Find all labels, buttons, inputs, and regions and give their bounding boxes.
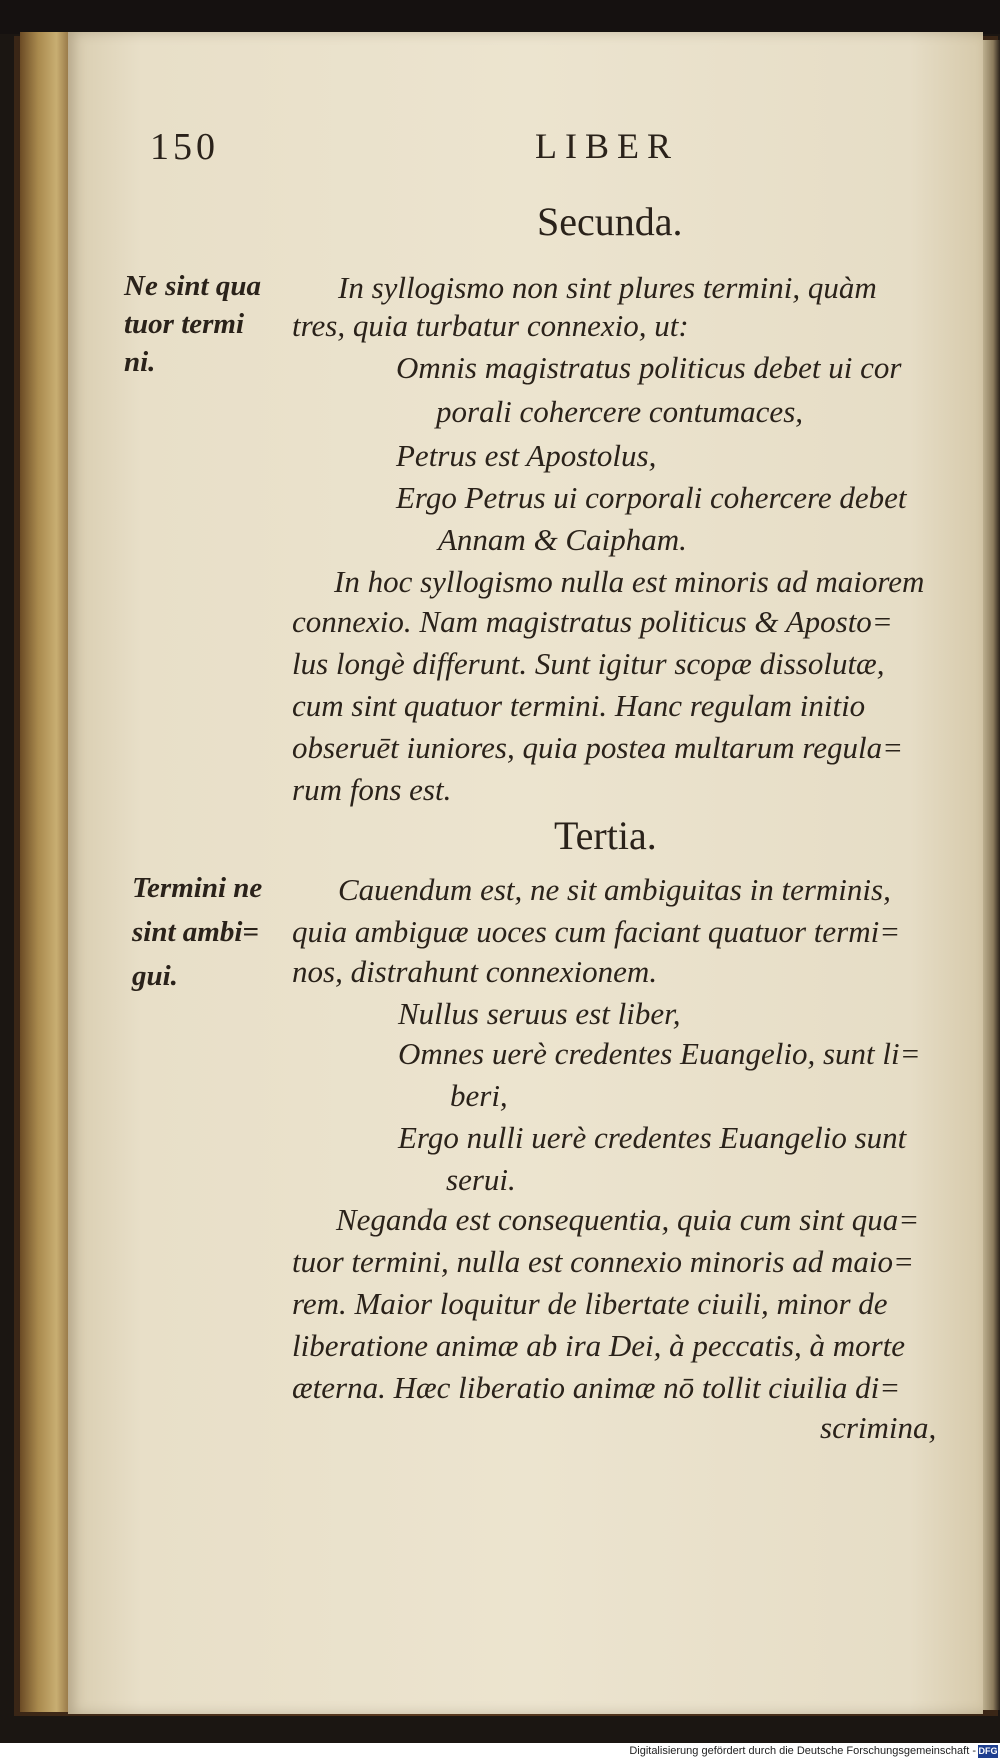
text-line: Petrus est Apostolus, <box>396 438 657 473</box>
text-line: In hoc syllogismo nulla est minoris ad maiorem <box>334 564 925 599</box>
text-line: obseruēt iuniores, quia postea multarum regula= <box>292 730 904 765</box>
margin-note-line: ni. <box>124 346 156 378</box>
text-line: connexio. Nam magistratus politicus & Aposto= <box>292 604 893 639</box>
text-line: tres, quia turbatur connexio, ut: <box>292 308 689 343</box>
text-line: Omnes uerè credentes Euangelio, sunt li= <box>398 1036 921 1071</box>
text-line: tuor termini, nulla est connexio minoris ad maio= <box>292 1244 914 1279</box>
text-line: rum fons est. <box>292 772 452 807</box>
margin-note-line: Ne sint qua <box>124 270 261 302</box>
text-line: beri, <box>450 1078 508 1113</box>
text-line: porali cohercere contumaces, <box>436 394 804 429</box>
margin-note-line: Termini ne <box>132 872 263 904</box>
text-line: Omnis magistratus politicus debet ui cor <box>396 350 902 385</box>
margin-note-line: gui. <box>132 960 178 992</box>
catchword: scrimina, <box>820 1410 937 1445</box>
running-head: LIBER <box>535 126 679 166</box>
bottom-background <box>0 1716 1000 1743</box>
dfg-logo: DFG <box>978 1746 998 1756</box>
top-background <box>0 0 1000 34</box>
text-line: Ergo nulli uerè credentes Euangelio sunt <box>398 1120 907 1155</box>
section-heading-secunda: Secunda. <box>537 199 683 244</box>
book-gutter-edge <box>20 32 72 1712</box>
text-line: Nullus seruus est liber, <box>398 996 681 1031</box>
text-line: æterna. Hæc liberatio animæ nō tollit ciuilia di= <box>292 1370 901 1405</box>
section-heading-tertia: Tertia. <box>554 813 657 858</box>
text-line: liberatione animæ ab ira Dei, à peccatis, à morte <box>292 1328 906 1363</box>
margin-note-line: sint ambi= <box>132 916 259 948</box>
credit-bar <box>0 1743 1000 1761</box>
page-fore-edge <box>983 40 1000 1710</box>
text-line: serui. <box>446 1162 516 1197</box>
text-line: Neganda est consequentia, quia cum sint qua= <box>336 1202 920 1237</box>
digitization-credit: Digitalisierung gefördert durch die Deutsche Forschungsgemeinschaft - <box>629 1745 976 1757</box>
text-line: cum sint quatuor termini. Hanc regulam initio <box>292 688 866 723</box>
page-number: 150 <box>150 126 219 168</box>
text-line: In syllogismo non sint plures termini, quàm <box>338 270 877 305</box>
text-line: rem. Maior loquitur de libertate ciuili, minor de <box>292 1286 888 1321</box>
text-line: lus longè differunt. Sunt igitur scopæ dissolutæ, <box>292 646 885 681</box>
text-line: quia ambiguæ uoces cum faciant quatuor termi= <box>292 914 901 949</box>
margin-note-line: tuor termi <box>124 308 245 340</box>
text-line: Ergo Petrus ui corporali cohercere debet <box>396 480 907 515</box>
text-line: Annam & Caipham. <box>438 522 687 557</box>
text-line: nos, distrahunt connexionem. <box>292 954 658 989</box>
text-line: Cauendum est, ne sit ambiguitas in terminis, <box>338 872 891 907</box>
